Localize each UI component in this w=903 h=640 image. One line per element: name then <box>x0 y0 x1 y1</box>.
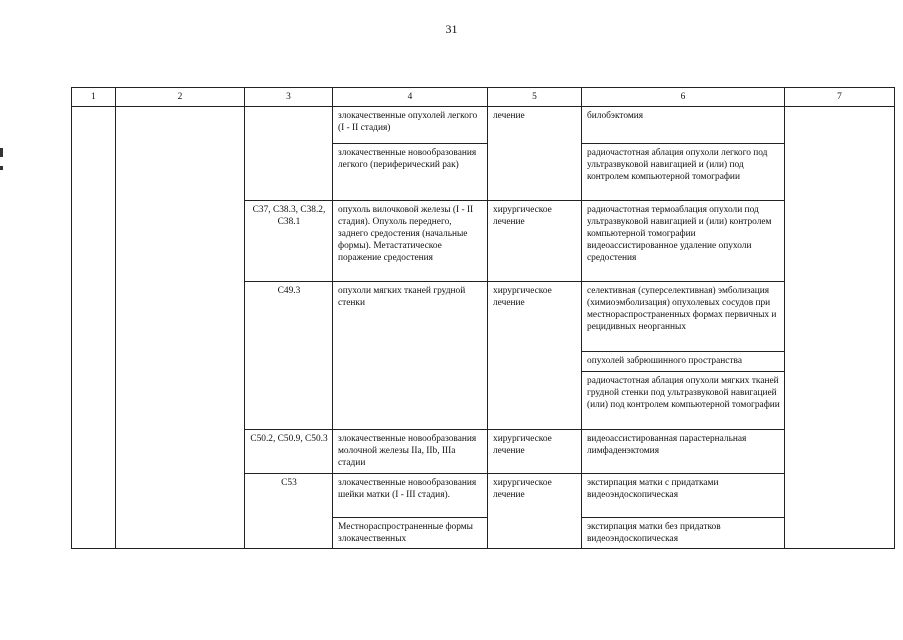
cell-diagnosis: злокачественные новообразования шейки матки (I - III стадия). <box>333 474 488 518</box>
cell-treatment-type: хирургическое лечение <box>488 282 582 430</box>
scan-margin-mark <box>0 148 3 157</box>
cell-treatment-method: радиочастотная аблация опухоли легкого под ультразвуковой навигацией и (или) под контролем компьютерной томографии <box>582 144 785 201</box>
column-header: 5 <box>488 88 582 107</box>
cell-diagnosis: опухоли мягких тканей грудной стенки <box>333 282 488 430</box>
cell-treatment-method: видеоассистированная парастернальная лимфаденэктомия <box>582 430 785 474</box>
cell-col7 <box>785 107 895 549</box>
scan-margin-mark <box>0 166 3 170</box>
column-header: 4 <box>333 88 488 107</box>
page-number: 31 <box>445 22 458 36</box>
header-row <box>72 88 895 107</box>
medical-procedures-table <box>71 87 895 549</box>
column-header: 2 <box>116 88 245 107</box>
cell-icd-code: C53 <box>245 474 333 549</box>
cell-treatment-method: опухолей забрюшинного пространства <box>582 352 785 372</box>
cell-diagnosis: злокачественные новообразования легкого (периферический рак) <box>333 144 488 201</box>
cell-diagnosis: злокачественные новообразования молочной железы IIa, IIb, IIIa стадии <box>333 430 488 474</box>
cell-diagnosis: Местнораспространенные формы злокачественных <box>333 518 488 549</box>
cell-icd-code: C49.3 <box>245 282 333 430</box>
cell-treatment-type: хирургическое лечение <box>488 201 582 282</box>
cell-icd-code: C37, C38.3, C38.2, C38.1 <box>245 201 333 282</box>
cell-treatment-method: билобэктомия <box>582 107 785 144</box>
cell-icd-code: C50.2, C50.9, C50.3 <box>245 430 333 474</box>
cell-treatment-method: радиочастотная аблация опухоли мягких тканей грудной стенки под ультразвуковой навигацией (или) под контролем компьютерной томографии <box>582 372 785 430</box>
cell-col2 <box>116 107 245 549</box>
cell-treatment-method: радиочастотная термоаблация опухоли под ультразвуковой навигацией и (или) контролем компьютерной томографии видеоассистированное удаление опухоли средостения <box>582 201 785 282</box>
column-header: 3 <box>245 88 333 107</box>
cell-diagnosis: злокачественные опухолей легкого (I - II стадия) <box>333 107 488 144</box>
column-header: 1 <box>72 88 116 107</box>
cell-diagnosis: опухоль вилочковой железы (I - II стадия). Опухоль переднего, заднего средостения (начальные формы). Метастатическое поражение средостения <box>333 201 488 282</box>
cell-treatment-type: хирургическое лечение <box>488 474 582 549</box>
cell-treatment-method: селективная (суперселективная) эмболизация (химиоэмболизация) опухолевых сосудов при местнораспространенных формах первичных и рецидивных неорганных <box>582 282 785 352</box>
cell-treatment-method: экстирпация матки без придатков видеоэндоскопическая <box>582 518 785 549</box>
cell-treatment-method: экстирпация матки с придатками видеоэндоскопическая <box>582 474 785 518</box>
cell-icd-code <box>245 107 333 201</box>
cell-treatment-type: хирургическое лечение <box>488 430 582 474</box>
column-header: 6 <box>582 88 785 107</box>
cell-treatment-type: лечение <box>488 107 582 201</box>
cell-col1 <box>72 107 116 549</box>
table-row <box>72 107 895 144</box>
column-header: 7 <box>785 88 895 107</box>
